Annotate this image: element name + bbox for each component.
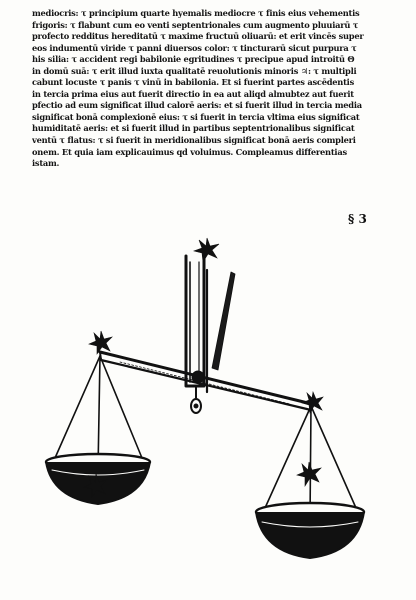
right-scale-pan [256, 503, 364, 558]
star-icon [297, 462, 321, 486]
text-line: frigoris: τ flabunt cum eo venti septentrionales cum augmento pluuiarū τ [32, 19, 359, 30]
text-line: in tercia prima eius aut fuerit directio in ea aut aliqd almubtez aut fuerit [32, 88, 354, 99]
text-line: istam. [32, 158, 60, 169]
text-line: ventū τ flatus: τ si fuerit in meridionalibus significat bonā aeris compleri [32, 135, 356, 146]
text-line: cabunt locuste τ panis τ vinū in babilonia. Et si fuerint partes ascēdentis [32, 77, 354, 88]
text-line: profecto redditus hereditatū τ maxime fructuū oliuarū: et erit vincēs super [32, 31, 364, 42]
text-line: in domū suā: τ erit illud iuxta qualitatē reuolutionis minoris ♃: τ multipli [32, 65, 357, 76]
text-line: humiditatē aeris: et si fuerit illud in partibus septentrionalibus significat [32, 123, 355, 134]
signature-mark: § 3 [348, 212, 367, 226]
text-line: mediocris: τ principium quarte hyemalis mediocre τ finis eius vehementis [32, 8, 360, 18]
star-icon [89, 331, 112, 354]
text-line: onem. Et quia iam explicauimus qd voluimus. Compleamus differentias [32, 146, 347, 157]
scale-pointer [212, 272, 235, 370]
text-line: pfectio ad eum significat illud calorē aeris: et si fuerit illud in tercia media [32, 100, 362, 111]
text-line: significat bonā complexionē eius: τ si fuerit in tercia vltima eius significat [32, 111, 360, 122]
text-line: his silia: τ accident regi babilonie egritudines τ precipue apud introitū Θ [32, 54, 355, 65]
scale-pivot [191, 371, 204, 413]
text-line: eos indumentū viride τ panni diuersos color: τ tincturarū sicut purpura τ [32, 42, 357, 53]
